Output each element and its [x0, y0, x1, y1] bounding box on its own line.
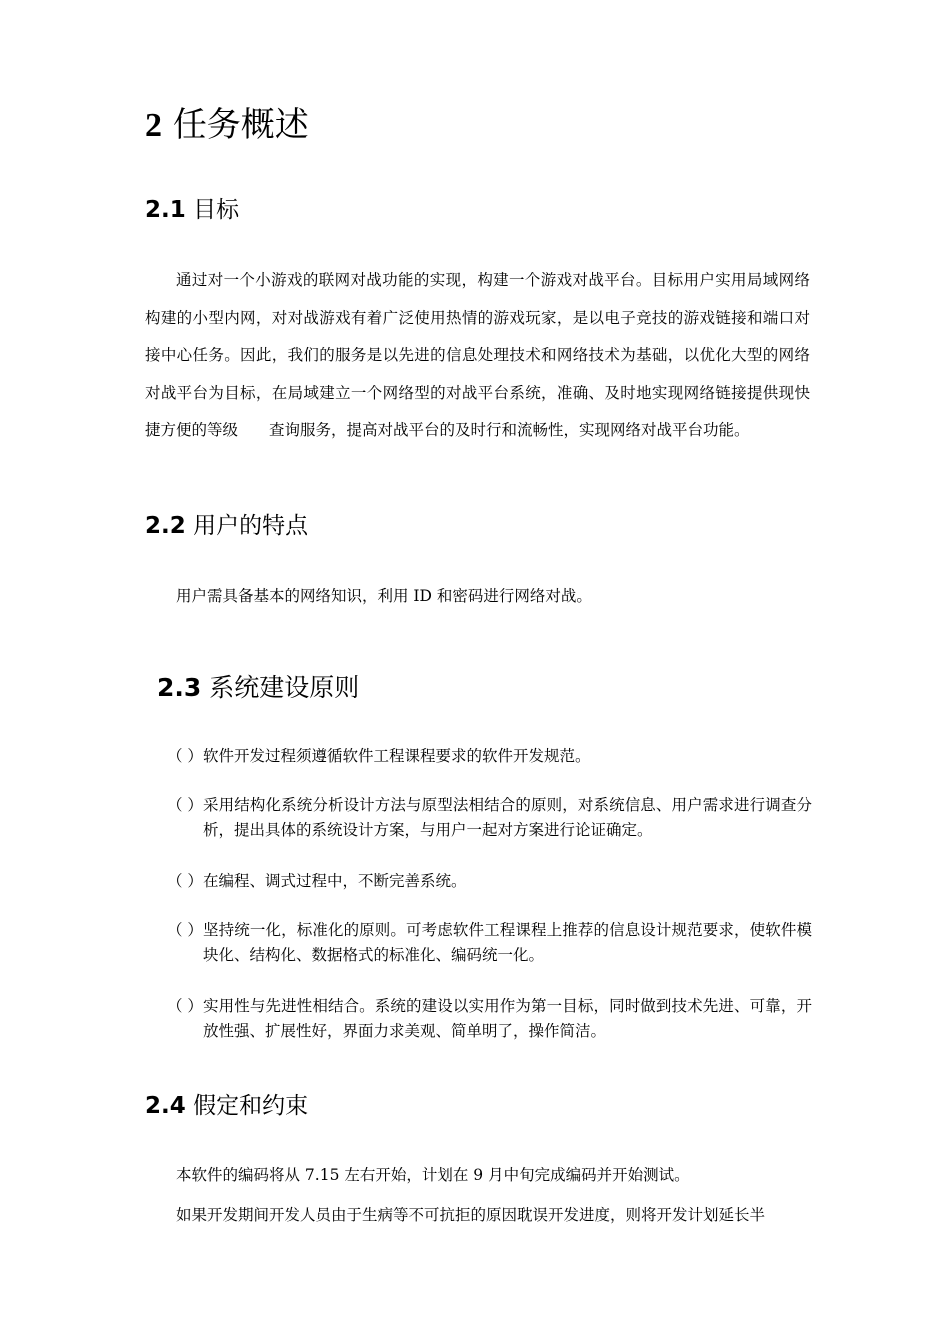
section-heading-assumptions: [145, 1089, 308, 1123]
section-heading-user-traits: [145, 509, 308, 543]
list-marker: （ ）: [167, 872, 203, 890]
list-item-text: 坚持统一化，标准化的原则。可考虑软件工程课程上推荐的信息设计规范要求，使软件模块化、结构化、数据格式的标准化、编码统一化。: [203, 921, 812, 964]
section-number: 2.4: [145, 1093, 186, 1119]
section-title-text: 假定和约束: [193, 1093, 309, 1119]
chapter-title: [145, 100, 309, 151]
principle-list-item: [167, 744, 812, 769]
principle-list-item: [167, 918, 812, 968]
list-item-text: 采用结构化系统分析设计方法与原型法相结合的原则，对系统信息、用户需求进行调查分析，提出具体的系统设计方案，与用户一起对方案进行论证确定。: [203, 796, 812, 839]
list-marker: （ ）: [167, 921, 203, 939]
section-heading-principles: [157, 671, 359, 705]
list-marker: （ ）: [167, 997, 203, 1015]
section-number: 2.1: [145, 197, 186, 223]
principle-list-item: [167, 869, 812, 894]
list-item-text: 实用性与先进性相结合。系统的建设以实用作为第一目标，同时做到技术先进、可靠，开放性强、扩展性好，界面力求美观、简单明了，操作简洁。: [203, 997, 812, 1040]
section-title-text: 用户的特点: [193, 513, 309, 539]
list-marker: （ ）: [167, 796, 203, 814]
chapter-title-text: 任务概述: [172, 105, 309, 145]
section-heading-goal: [145, 193, 239, 227]
section-title-text: 目标: [193, 197, 240, 223]
assumptions-line: 如果开发期间开发人员由于生病等不可抗拒的原因耽误开发进度，则将开发计划延长半: [176, 1206, 766, 1224]
section-title-text: 系统建设原则: [209, 673, 360, 702]
list-marker: （ ）: [167, 747, 203, 765]
section-number: 2.2: [145, 513, 186, 539]
section-number: 2.3: [157, 673, 202, 702]
user-traits-paragraph: 用户需具备基本的网络知识，利用 ID 和密码进行网络对战。: [176, 587, 592, 605]
list-item-text: 软件开发过程须遵循软件工程课程要求的软件开发规范。: [203, 747, 591, 765]
list-item-text: 在编程、调式过程中，不断完善系统。: [203, 872, 467, 890]
assumptions-line: 本软件的编码将从 7.15 左右开始，计划在 9 月中旬完成编码并开始测试。: [176, 1166, 690, 1184]
principle-list-item: [167, 994, 812, 1044]
goal-paragraph: 通过对一个小游戏的联网对战功能的实现，构建一个游戏对战平台。目标用户实用局域网络构建的小型内网，对对战游戏有着广泛使用热情的游戏玩家，是以电子竞技的游戏链接和端口对接中心任务。因此，我们的服务是以先进的信息处理技术和网络技术为基础，以优化大型的网络对战平台为目标，在局域建立一个网络型的对战平台系统，准确、及时地实现网络链接提供现快捷方便的等级 查询服务，提高对战平台的及时行和流畅性，实现网络对战平台功能。: [145, 271, 810, 439]
principle-list-item: [167, 793, 812, 843]
chapter-number: 2: [145, 107, 162, 144]
